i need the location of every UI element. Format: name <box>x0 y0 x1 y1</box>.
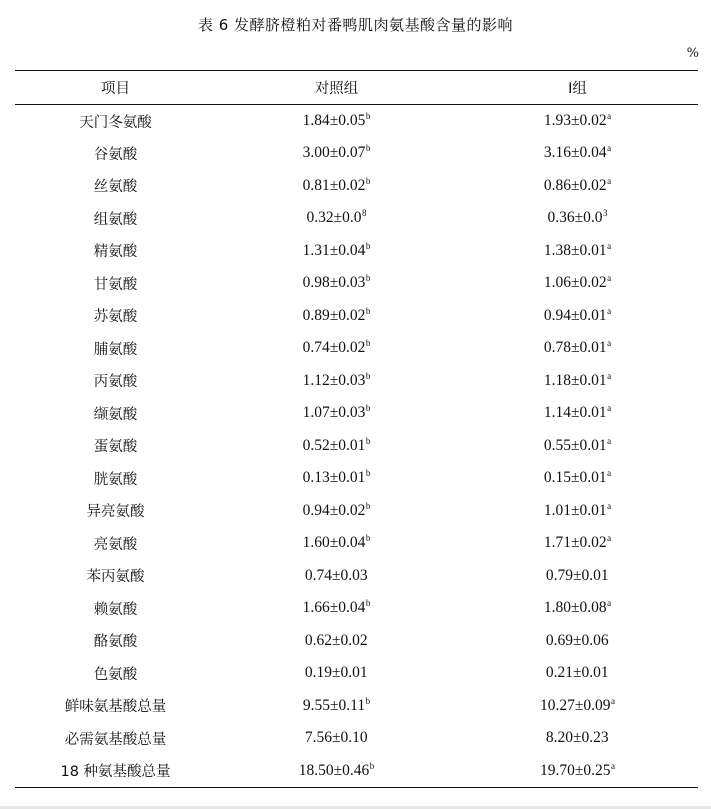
table-row <box>15 235 698 268</box>
control-value: 1.84±0.05 <box>302 112 366 129</box>
significance-letter: a <box>607 143 612 154</box>
group1-value: 0.69±0.06 <box>545 631 609 649</box>
significance-letter: a <box>607 598 612 609</box>
control-value-cell <box>216 430 457 463</box>
group1-value-cell <box>457 267 698 300</box>
significance-letter: a <box>607 338 612 349</box>
table-row <box>15 105 698 138</box>
group1-value-cell <box>457 690 698 723</box>
significance-letter: a <box>607 533 612 544</box>
table-row <box>15 202 698 235</box>
group1-value: 10.27±0.09 <box>539 696 611 714</box>
significance-letter: b <box>365 111 371 121</box>
control-value: 1.12±0.03 <box>302 371 366 389</box>
table-row <box>15 365 698 398</box>
control-value-cell <box>216 755 457 788</box>
group1-value-cell <box>457 105 698 138</box>
group1-value: 3.16±0.04 <box>543 144 607 162</box>
control-value-cell <box>216 397 457 430</box>
row-item-name: 缬氨酸 <box>93 406 138 423</box>
row-item-name: 酪氨酸 <box>93 634 138 651</box>
row-item-name: 鲜味氨基酸总量 <box>64 699 167 716</box>
group1-value-cell <box>457 527 698 560</box>
group1-value: 0.36±0.0 <box>547 209 603 227</box>
significance-letter: a <box>607 435 612 446</box>
group1-value-cell <box>457 755 698 788</box>
control-value-cell <box>216 690 457 723</box>
table-header-row <box>15 71 698 105</box>
control-value-cell <box>216 105 457 138</box>
group1-value: 1.18±0.01 <box>543 371 607 389</box>
control-value: 1.07±0.03 <box>302 404 366 422</box>
group1-value: 1.71±0.02 <box>543 534 607 552</box>
row-item-name: 苯丙氨酸 <box>86 569 145 586</box>
control-value: 0.74±0.02 <box>302 339 366 357</box>
table-row <box>15 657 698 690</box>
row-item-name: 脯氨酸 <box>93 341 138 358</box>
row-item-name: 亮氨酸 <box>93 536 138 553</box>
row-item-name: 赖氨酸 <box>93 601 138 618</box>
control-value: 0.94±0.02 <box>302 501 366 519</box>
table-row <box>15 755 698 788</box>
control-value-cell <box>216 625 457 658</box>
group1-value: 1.38±0.01 <box>543 241 607 259</box>
group1-value: 0.94±0.01 <box>543 306 607 324</box>
unit-label: % <box>686 46 699 61</box>
significance-letter: b <box>365 338 371 349</box>
control-value: 0.32±0.0 <box>306 209 362 227</box>
row-item-name: 精氨酸 <box>93 244 138 261</box>
table-row <box>15 592 698 625</box>
control-value-cell <box>216 527 457 560</box>
table-row <box>15 495 698 528</box>
significance-letter: a <box>607 370 612 381</box>
control-value-cell <box>216 267 457 300</box>
group1-value-cell <box>457 430 698 463</box>
table-row <box>15 430 698 463</box>
row-item-name: 色氨酸 <box>93 666 138 683</box>
significance-letter: a <box>607 500 612 511</box>
control-value: 0.81±0.02 <box>302 176 366 194</box>
significance-letter: b <box>365 695 371 706</box>
group1-value: 0.79±0.01 <box>545 566 609 584</box>
significance-letter: b <box>365 143 371 154</box>
significance-letter: a <box>607 273 612 284</box>
amino-acid-table <box>15 70 698 788</box>
significance-letter: a <box>607 240 612 251</box>
table-row <box>15 137 698 170</box>
group1-value-cell <box>457 722 698 755</box>
group1-value-cell <box>457 137 698 170</box>
significance-letter: a <box>607 305 612 316</box>
control-value-cell <box>216 300 457 333</box>
table-row <box>15 625 698 658</box>
significance-letter: a <box>611 695 615 706</box>
control-value: 0.89±0.02 <box>302 306 366 324</box>
control-value: 9.55±0.11 <box>302 696 366 714</box>
row-item-name: 甘氨酸 <box>93 276 138 293</box>
group1-value-cell <box>457 495 698 528</box>
control-value-cell <box>216 170 457 203</box>
control-value-cell <box>216 365 457 398</box>
group1-value-cell <box>457 332 698 365</box>
row-item-name: 丙氨酸 <box>93 374 138 391</box>
significance-letter: b <box>365 533 371 544</box>
group1-value: 19.70±0.25 <box>539 761 611 779</box>
group1-value: 0.15±0.01 <box>543 469 607 487</box>
significance-letter: b <box>365 403 371 414</box>
row-item-name: 丝氨酸 <box>93 179 138 196</box>
group1-value: 1.93±0.02 <box>543 112 607 129</box>
control-value-cell <box>216 137 457 170</box>
row-item-name: 必需氨基酸总量 <box>64 731 167 748</box>
table-row <box>15 690 698 723</box>
control-value: 1.60±0.04 <box>302 534 366 552</box>
significance-letter: a <box>607 403 612 414</box>
group1-value: 0.21±0.01 <box>545 664 609 682</box>
significance-letter: b <box>365 305 371 316</box>
table-row <box>15 560 698 593</box>
group1-value-cell <box>457 397 698 430</box>
table-row <box>15 397 698 430</box>
significance-letter: b <box>365 598 371 609</box>
table-row <box>15 527 698 560</box>
control-value-cell <box>216 657 457 690</box>
significance-letter: b <box>365 273 371 284</box>
control-value: 1.31±0.04 <box>302 241 366 259</box>
control-value: 1.66±0.04 <box>302 599 366 617</box>
group1-value-cell <box>457 235 698 268</box>
control-value-cell <box>216 560 457 593</box>
group1-value-cell <box>457 300 698 333</box>
table-row <box>15 722 698 755</box>
control-value: 3.00±0.07 <box>302 144 366 162</box>
control-value-cell <box>216 462 457 495</box>
group1-value: 8.20±0.23 <box>545 729 609 747</box>
control-value: 0.13±0.01 <box>302 469 366 487</box>
significance-letter: b <box>365 240 371 251</box>
column-header-group1: Ⅰ组 <box>457 71 698 105</box>
control-value: 0.98±0.03 <box>302 274 366 292</box>
group1-value: 1.01±0.01 <box>543 501 607 519</box>
row-item-name: 谷氨酸 <box>93 146 138 163</box>
group1-value-cell <box>457 462 698 495</box>
table-row <box>15 332 698 365</box>
group1-value: 0.78±0.01 <box>543 339 607 357</box>
significance-letter: a <box>607 111 612 121</box>
table-body <box>15 105 698 788</box>
group1-value: 1.14±0.01 <box>543 404 607 422</box>
control-value: 0.19±0.01 <box>304 664 368 682</box>
group1-value-cell <box>457 625 698 658</box>
group1-value: 1.80±0.08 <box>543 599 607 617</box>
significance-letter: 3 <box>603 208 608 219</box>
table-row <box>15 267 698 300</box>
significance-letter: 8 <box>362 208 367 219</box>
control-value-cell <box>216 592 457 625</box>
row-item-name: 天门冬氨酸 <box>79 114 152 131</box>
significance-letter: a <box>607 175 612 186</box>
row-item-name: 异亮氨酸 <box>86 504 145 521</box>
significance-letter: b <box>365 468 371 479</box>
significance-letter: a <box>611 760 615 771</box>
control-value-cell <box>216 202 457 235</box>
table-row <box>15 170 698 203</box>
significance-letter: b <box>369 760 375 771</box>
significance-letter: b <box>365 435 371 446</box>
significance-letter: a <box>607 468 612 479</box>
control-value: 0.62±0.02 <box>304 631 368 649</box>
column-header-item: 项目 <box>15 71 216 105</box>
control-value-cell <box>216 332 457 365</box>
row-item-name: 组氨酸 <box>93 211 138 228</box>
group1-value-cell <box>457 170 698 203</box>
row-item-name: 蛋氨酸 <box>93 439 138 456</box>
row-item-name: 苏氨酸 <box>93 309 138 326</box>
significance-letter: b <box>365 500 371 511</box>
row-item-name: 18 种氨基酸总量 <box>15 755 216 788</box>
significance-letter: b <box>365 370 371 381</box>
group1-value-cell <box>457 202 698 235</box>
control-value-cell <box>216 495 457 528</box>
group1-value-cell <box>457 365 698 398</box>
group1-value: 0.55±0.01 <box>543 436 607 454</box>
column-header-control: 对照组 <box>216 71 457 105</box>
control-value-cell <box>216 235 457 268</box>
group1-value: 1.06±0.02 <box>543 274 607 292</box>
table-row <box>15 300 698 333</box>
significance-letter: b <box>365 175 371 186</box>
control-value-cell <box>216 722 457 755</box>
table-row <box>15 462 698 495</box>
group1-value: 0.86±0.02 <box>543 176 607 194</box>
group1-value-cell <box>457 560 698 593</box>
table-caption: 表 6 发酵脐橙粕对番鸭肌肉氨基酸含量的影响 <box>197 16 514 34</box>
control-value: 18.50±0.46 <box>298 761 370 779</box>
group1-value-cell <box>457 657 698 690</box>
group1-value-cell <box>457 592 698 625</box>
control-value: 7.56±0.10 <box>304 729 368 747</box>
control-value: 0.74±0.03 <box>304 566 368 584</box>
control-value: 0.52±0.01 <box>302 436 366 454</box>
row-item-name: 胱氨酸 <box>93 471 138 488</box>
